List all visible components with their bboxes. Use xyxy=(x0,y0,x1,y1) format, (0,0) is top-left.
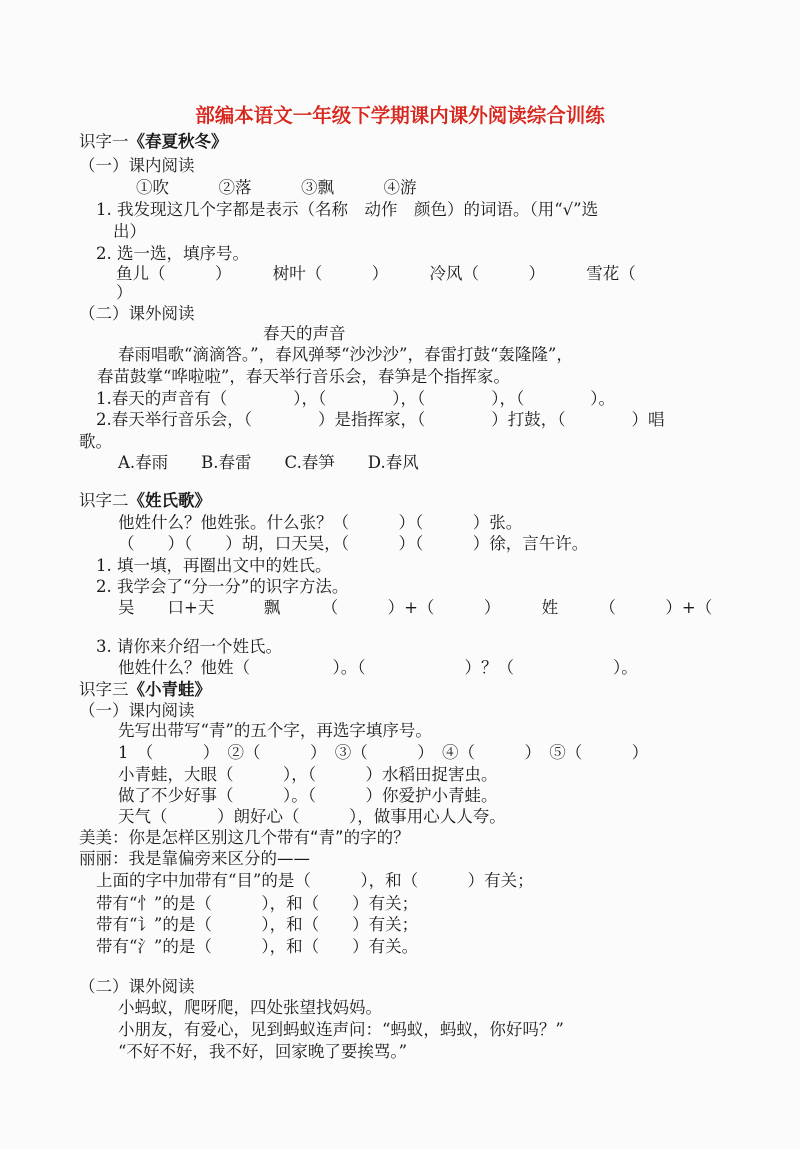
section1-para1: 春雨唱歌“滴滴答。”，春风弹琴“沙沙沙”，春雷打鼓“轰隆隆”， xyxy=(118,345,573,364)
section3-row1: 小青蛙，大眼（ ），（ ）水稻田捉害虫。 xyxy=(118,765,498,784)
section3-para3: “不好不好，我不好，回家晚了要挨骂。” xyxy=(118,1042,408,1061)
section1-heading xyxy=(79,131,228,153)
section3-heading xyxy=(79,679,211,701)
section3-row3: 天气（ ）朗好心（ ），做事用心人人夸。 xyxy=(118,807,506,826)
page-title: 部编本语文一年级下学期课内课外阅读综合训练 xyxy=(195,104,605,127)
section3-name: 《小青蛙》 xyxy=(128,680,211,699)
section1-a2-cont: 歌。 xyxy=(79,432,112,451)
section3-prefix: 识字三 xyxy=(79,680,129,699)
section1-chars: ①吹 ②落 ③飘 ④游 xyxy=(136,178,417,197)
section2-heading xyxy=(79,490,211,512)
section3-explain1: 上面的字中加带有“目”的是（ ），和（ ）有关； xyxy=(96,871,534,890)
section3-para1: 小蚂蚁，爬呀爬，四处张望找妈妈。 xyxy=(118,998,382,1017)
section1-para2: 春苗鼓掌“哗啦啦”，春天举行音乐会，春笋是个指挥家。 xyxy=(97,367,510,386)
section2-q2-row: 吴 口+天 飘 （ ）+（ ） 姓 （ ）+（ xyxy=(118,598,713,617)
section1-part1: （一）课内阅读 xyxy=(79,156,195,175)
section2-line1: 他姓什么？他姓张。什么张？（ ）（ ）张。 xyxy=(118,513,523,532)
section2-prefix: 识字二 xyxy=(79,491,129,510)
section1-q2: 2. 选一选，填序号。 xyxy=(96,244,249,263)
section1-part2: （二）课外阅读 xyxy=(79,304,195,323)
section1-q1: 1. 我发现这几个字都是表示（名称 动作 颜色）的词语。（用“√”选 xyxy=(96,200,599,219)
section2-q1: 1. 填一填，再圈出文中的姓氏。 xyxy=(96,556,332,575)
section1-story-title: 春天的声音 xyxy=(263,324,346,343)
section1-options: A.春雨 B.春雷 C.春笋 D.春风 xyxy=(118,453,419,472)
section1-q2-row: 鱼儿（ ） 树叶（ ） 冷风（ ） 雪花（ xyxy=(116,264,636,283)
section1-a1: 1.春天的声音有（ ），（ ），（ ），（ ）。 xyxy=(96,389,615,408)
section2-q3-row: 他姓什么？他姓（ ）。（ ）？（ ）。 xyxy=(118,658,638,677)
section3-explain4: 带有“氵”的是（ ），和（ ）有关。 xyxy=(96,937,419,956)
section3-para2: 小朋友，有爱心，见到蚂蚁连声问：“蚂蚁，蚂蚁，你好吗？” xyxy=(118,1020,564,1039)
section3-instruction: 先写出带写“青”的五个字，再选字填序号。 xyxy=(118,721,432,740)
section1-q1-cont: 出） xyxy=(113,222,146,241)
section3-explain2: 带有“忄”的是（ ），和（ ）有关； xyxy=(96,894,419,913)
section2-line2: （ ）（ ）胡，口天吴，（ ）（ ）徐，言午许。 xyxy=(118,534,589,553)
section3-lili: 丽丽：我是靠偏旁来区分的—— xyxy=(79,849,310,868)
section3-part2: （二）课外阅读 xyxy=(79,977,195,996)
section2-name: 《姓氏歌》 xyxy=(128,491,211,510)
section1-a2: 2.春天举行音乐会，（ ）是指挥家，（ ）打鼓，（ ）唱 xyxy=(96,410,665,429)
section3-explain3: 带有“讠”的是（ ），和（ ）有关； xyxy=(96,915,419,934)
section1-name: 《春夏秋冬》 xyxy=(128,132,228,151)
section3-row2: 做了不少好事（ ）。（ ）你爱护小青蛙。 xyxy=(118,786,498,805)
section3-number-row: 1 （ ） ②（ ） ③（ ） ④（ ） ⑤（ ） xyxy=(118,743,649,762)
section1-q2-end: ） xyxy=(116,283,133,302)
section3-meimei: 美美：你是怎样区别这几个带有“青”的字的？ xyxy=(79,828,410,847)
section3-part1: （一）课内阅读 xyxy=(79,701,195,720)
section1-prefix: 识字一 xyxy=(79,132,129,151)
section2-q2: 2. 我学会了“分一分”的识字方法。 xyxy=(96,577,349,596)
section2-q3: 3. 请你来介绍一个姓氏。 xyxy=(96,637,282,656)
